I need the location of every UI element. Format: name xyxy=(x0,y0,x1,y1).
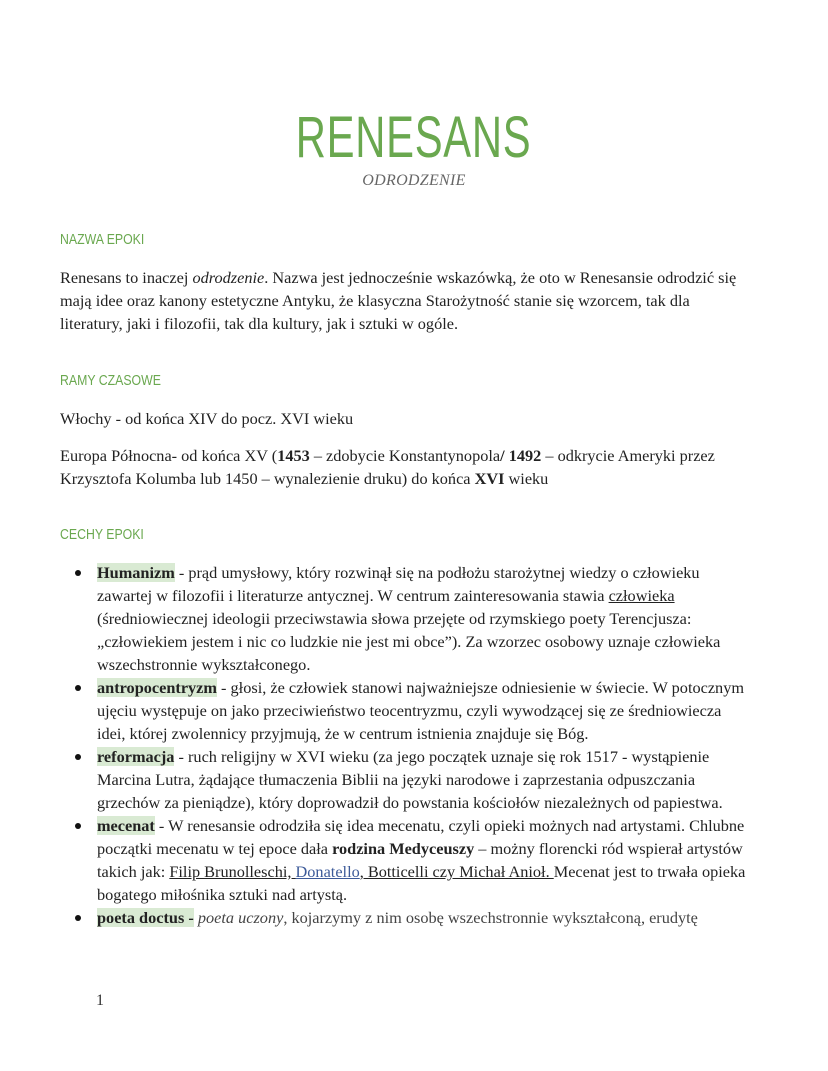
heading-cechy-epoki: CECHY EPOKI xyxy=(60,526,144,543)
list-item: reformacja - ruch religijny w XVI wieku (za jego początek uznaje się rok 1517 - wystąpienie Marcina Lutra, żądające tłumaczenia Biblii na języki narodowe i zaprzestania odpuszczania grzechów za pieniądze), który doprowadził do powstania kościołów niezależnych od papiestwa. xyxy=(60,745,750,814)
donatello-link[interactable]: Donatello xyxy=(295,862,360,881)
bullet-icon xyxy=(75,823,81,829)
list-item: antropocentryzm - głosi, że człowiek stanowi najważniejsze odniesienie w świecie. W potocznym ujęciu występuje on jako przeciwieństwo teocentryzmu, czyli wywodzącej się ze średniowiecza idei, której zwolennicy przyjmują, że w centrum istnienia znajduje się Bóg. xyxy=(60,676,750,745)
page-number: 1 xyxy=(96,992,104,1009)
heading-ramy-czasowe: RAMY CZASOWE xyxy=(60,372,161,389)
bullet-icon xyxy=(75,685,81,691)
features-list xyxy=(60,561,750,929)
heading-nazwa-epoki: NAZWA EPOKI xyxy=(60,231,145,248)
list-item: mecenat - W renesansie odrodziła się idea mecenatu, czyli opieki możnych nad artystami. Chlubne początki mecenatu w tej epoce dała rodzina Medyceuszy – możny florencki ród wspierał artystów takich jak: Filip Brunolleschi, Donatello, Botticelli czy Michał Anioł. Mecenat jest to trwała opieka bogatego miłośnika sztuki nad artystą. xyxy=(60,814,750,906)
bullet-icon xyxy=(75,754,81,760)
bullet-icon xyxy=(75,570,81,576)
bullet-icon xyxy=(75,915,81,921)
list-item: Humanizm - prąd umysłowy, który rozwinął się na podłożu starożytnej wiedzy o człowieku zawartej w filozofii i literaturze antycznej. W centrum zainteresowania stawia człowieka (średniowiecznej ideologii przeciwstawia słowa przejęte od rzymskiego poety Terencjusza: „człowiekiem jestem i nic co ludzkie nie jest mi obce”). Za wzorzec osobowy uznaje człowieka wszechstronnie wykształconego. xyxy=(60,561,750,676)
list-item: poeta doctus - poeta uczony, kojarzymy z nim osobę wszechstronnie wykształconą, erudytę xyxy=(60,906,750,929)
paragraph-wlochy: Włochy - od końca XIV do pocz. XVI wieku xyxy=(60,409,354,428)
document-title: RENESANS xyxy=(296,105,532,170)
document-subtitle: ODRODZENIE xyxy=(362,172,466,189)
paragraph-nazwa: Renesans to inaczej odrodzenie. Nazwa jest jednocześnie wskazówką, że oto w Renesansie odrodzić się mają idee oraz kanony estetyczne Antyku, że klasyczna Starożytność stanie się wzorcem, tak dla literatury, jaki i filozofii, tak dla kultury, jak i sztuki w ogóle. xyxy=(60,268,737,333)
paragraph-europa: Europa Północna- od końca XV (1453 – zdobycie Konstantynopola/ 1492 – odkrycie Ameryki przez Krzysztofa Kolumba lub 1450 – wynalezienie druku) do końca XVI wieku xyxy=(60,446,715,488)
